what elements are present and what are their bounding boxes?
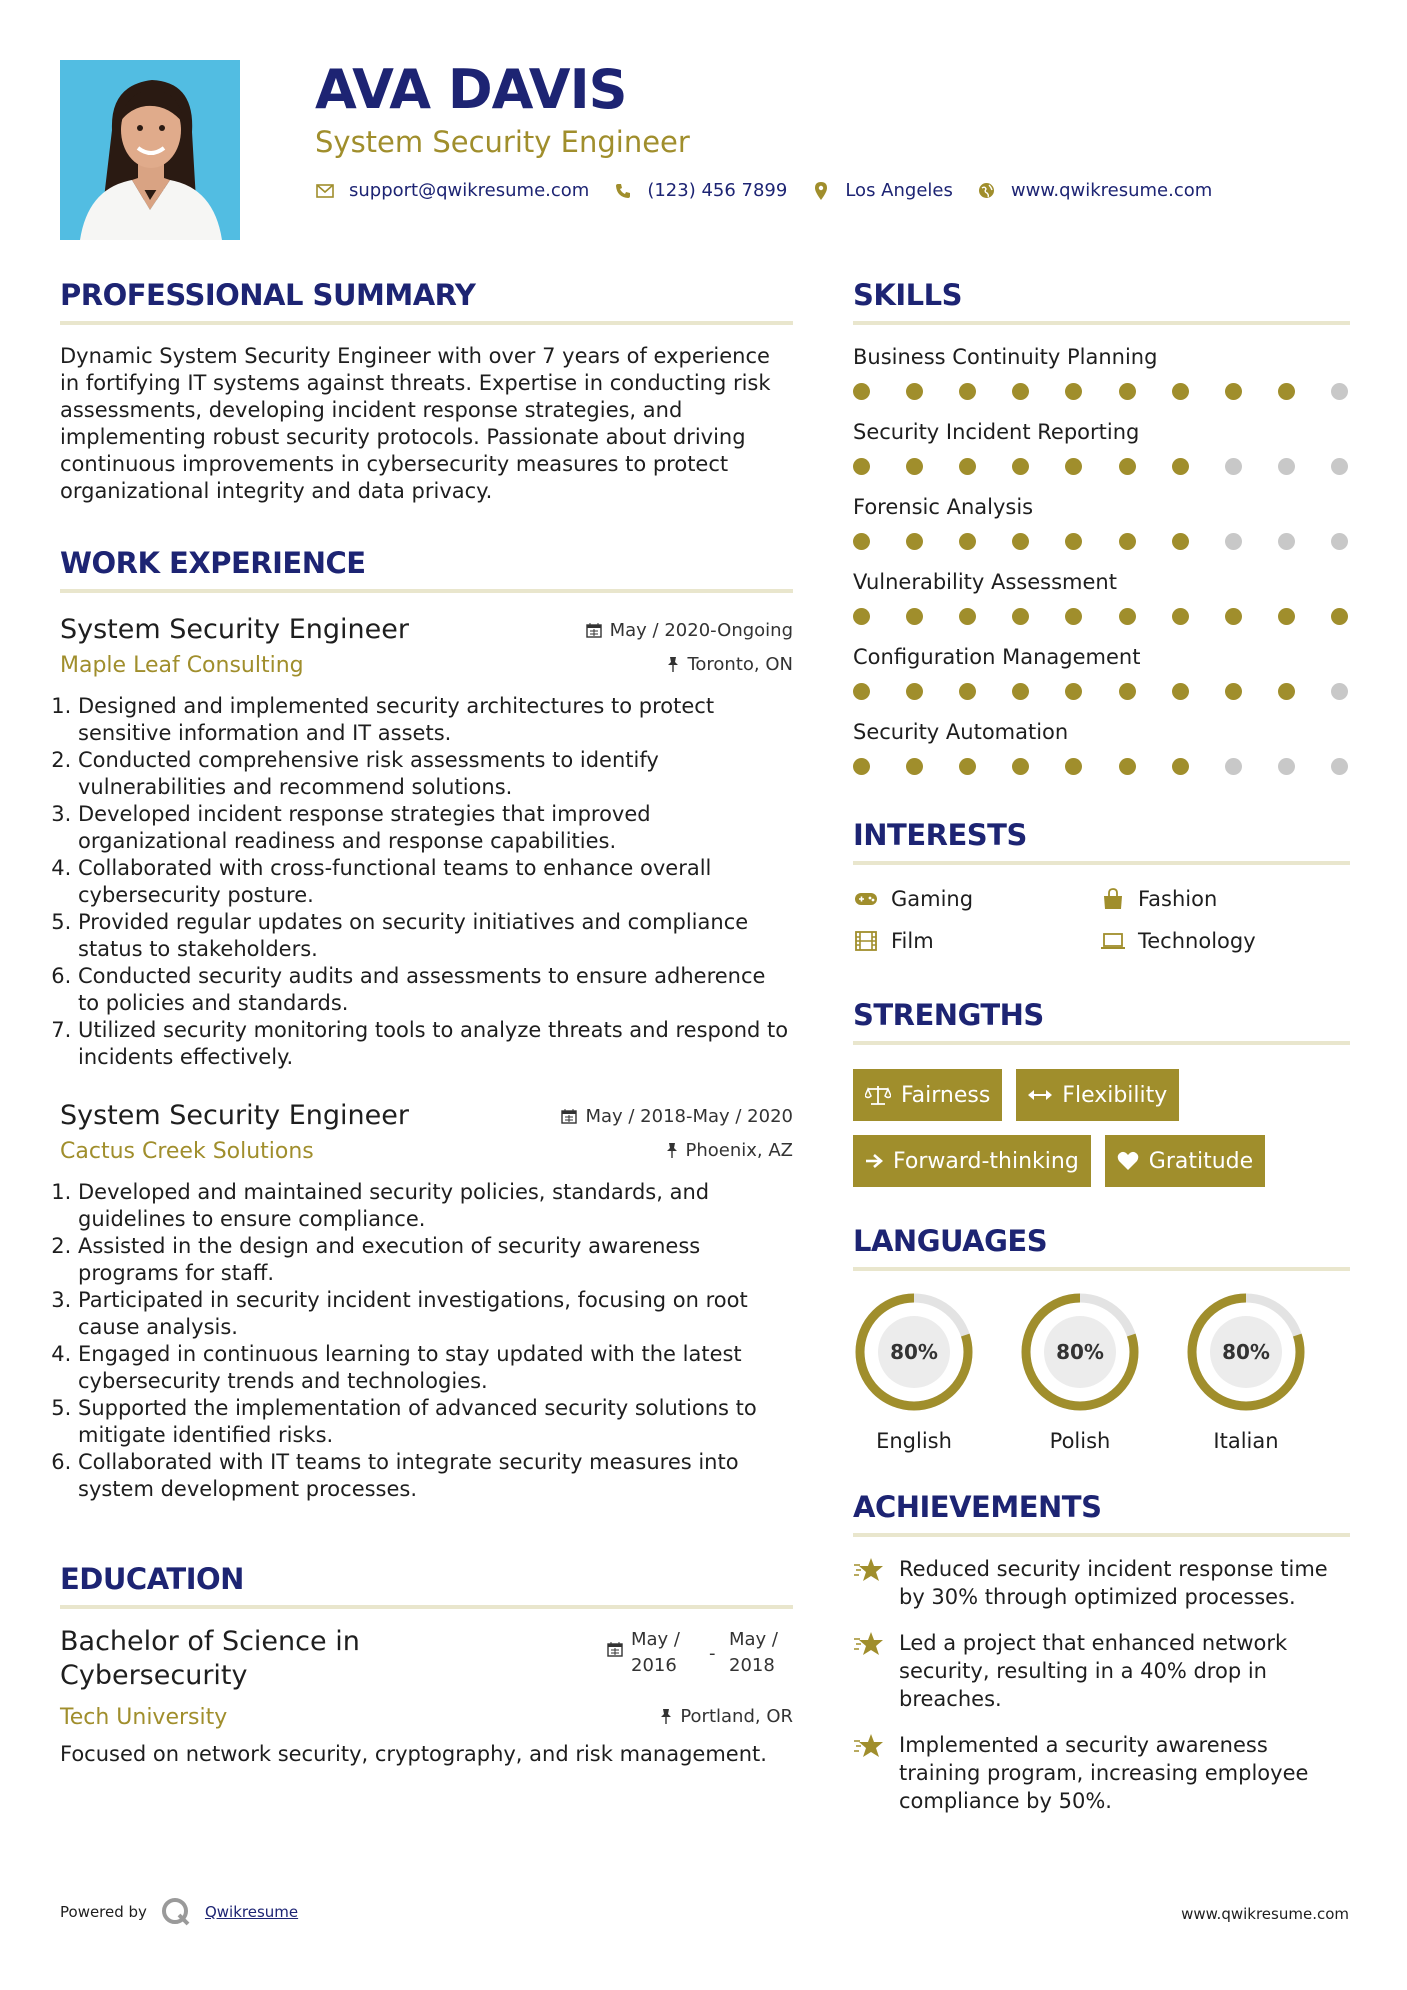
rating-dot-filled bbox=[906, 383, 923, 400]
job-location-text: Phoenix, AZ bbox=[685, 1139, 793, 1161]
phone-icon bbox=[613, 181, 633, 201]
section-divider bbox=[853, 861, 1350, 865]
rating-dot-filled bbox=[1278, 608, 1295, 625]
rating-dot-filled bbox=[1065, 383, 1082, 400]
strength-label: Forward-thinking bbox=[893, 1148, 1079, 1174]
job-company: Maple Leaf Consulting bbox=[60, 653, 304, 678]
skill-item bbox=[853, 418, 1350, 475]
rating-dot-filled bbox=[1225, 383, 1242, 400]
rating-dot-empty bbox=[1331, 383, 1348, 400]
skill-item bbox=[853, 493, 1350, 550]
achievement-item bbox=[853, 1731, 1350, 1815]
rating-dot-empty bbox=[1331, 533, 1348, 550]
job-responsibilities bbox=[60, 693, 793, 1071]
experience-heading: WORK EXPERIENCE bbox=[60, 546, 366, 580]
rating-dot-filled bbox=[1012, 608, 1029, 625]
gauge-percent-label: 80% bbox=[890, 1340, 938, 1364]
job-title: System Security Engineer bbox=[60, 1100, 409, 1131]
list-item: 1. Designed and implemented security architectures to protect sensitive information and IT assets. bbox=[78, 693, 793, 747]
rating-dot-filled bbox=[1119, 458, 1136, 475]
location-text: Los Angeles bbox=[845, 180, 953, 201]
rating-dot-filled bbox=[853, 533, 870, 550]
map-marker-icon bbox=[811, 181, 831, 201]
section-divider bbox=[853, 1533, 1350, 1537]
envelope-icon bbox=[315, 181, 335, 201]
skills-heading: SKILLS bbox=[853, 278, 962, 312]
shopping-bag-icon bbox=[1100, 888, 1126, 910]
skill-rating bbox=[853, 383, 1350, 400]
rating-dot-filled bbox=[906, 758, 923, 775]
school-location bbox=[660, 1706, 793, 1727]
achievement-text: Implemented a security awareness training program, increasing employee compliance by 50%. bbox=[899, 1733, 1309, 1813]
gauge-percent-label: 80% bbox=[1056, 1340, 1104, 1364]
interests-heading: INTERESTS bbox=[853, 818, 1027, 852]
skill-rating bbox=[853, 608, 1350, 625]
rating-dot-filled bbox=[1172, 533, 1189, 550]
section-divider bbox=[853, 1041, 1350, 1045]
powered-by-text: Powered by bbox=[60, 1903, 147, 1921]
skill-item bbox=[853, 643, 1350, 700]
list-item: 3. Participated in security incident investigations, focusing on root cause analysis. bbox=[78, 1287, 793, 1341]
list-item: 7. Utilized security monitoring tools to analyze threats and respond to incidents effectively. bbox=[78, 1017, 793, 1071]
rating-dot-filled bbox=[906, 533, 923, 550]
strengths-section bbox=[853, 995, 1350, 1187]
rating-dot-filled bbox=[1119, 683, 1136, 700]
gamepad-icon bbox=[853, 888, 879, 910]
strength-badge bbox=[853, 1135, 1091, 1187]
education-description: Focused on network security, cryptography, and risk management. bbox=[60, 1742, 767, 1766]
languages-section bbox=[853, 1221, 1350, 1453]
skill-name: Vulnerability Assessment bbox=[853, 570, 1117, 594]
section-divider bbox=[60, 321, 793, 325]
balance-scale-icon bbox=[865, 1085, 891, 1105]
skill-name: Security Incident Reporting bbox=[853, 420, 1140, 444]
school-location-text: Portland, OR bbox=[680, 1705, 793, 1727]
brand-link[interactable]: Qwikresume bbox=[204, 1903, 299, 1921]
rating-dot-filled bbox=[1012, 533, 1029, 550]
skill-name: Security Automation bbox=[853, 720, 1069, 744]
rating-dot-filled bbox=[959, 458, 976, 475]
job-location bbox=[666, 1140, 794, 1161]
rating-dot-filled bbox=[1065, 458, 1082, 475]
rating-dot-filled bbox=[1172, 383, 1189, 400]
list-item: 4. Engaged in continuous learning to stay updated with the latest cybersecurity trends and technologies. bbox=[78, 1341, 793, 1395]
degree-line-2: Cybersecurity bbox=[60, 1660, 248, 1691]
contact-phone[interactable] bbox=[613, 180, 787, 201]
rating-dot-filled bbox=[853, 608, 870, 625]
rating-dot-empty bbox=[1278, 533, 1295, 550]
rating-dot-filled bbox=[1172, 608, 1189, 625]
list-item: 1. Developed and maintained security policies, standards, and guidelines to ensure compliance. bbox=[78, 1179, 793, 1233]
strength-badge bbox=[853, 1069, 1002, 1121]
interests-section bbox=[853, 815, 1350, 953]
rating-dot-empty bbox=[1225, 458, 1242, 475]
section-divider bbox=[60, 1605, 793, 1609]
contact-location bbox=[811, 180, 953, 201]
rating-dot-empty bbox=[1331, 458, 1348, 475]
language-name: Polish bbox=[1049, 1429, 1111, 1453]
rating-dot-filled bbox=[1119, 608, 1136, 625]
phone-text: (123) 456 7899 bbox=[647, 180, 788, 201]
rating-dot-filled bbox=[1012, 683, 1029, 700]
education-start-month: May / bbox=[631, 1629, 680, 1650]
job-dates bbox=[561, 1106, 793, 1127]
rating-dot-filled bbox=[906, 683, 923, 700]
strength-badge bbox=[1016, 1069, 1179, 1121]
rating-dot-empty bbox=[1278, 758, 1295, 775]
summary-heading: PROFESSIONAL SUMMARY bbox=[60, 278, 476, 312]
rating-dot-filled bbox=[853, 758, 870, 775]
job-company: Cactus Creek Solutions bbox=[60, 1139, 314, 1164]
interest-item bbox=[1100, 929, 1350, 953]
summary-text: Dynamic System Security Engineer with over 7 years of experience in fortifying IT systems against threats. Expertise in conducting risk assessments, developing incident response strategies, and implementing robust security protocols. Passionate about driving continuous improvements in cybersecurity measures to protect organizational integrity and data privacy. bbox=[60, 344, 771, 503]
language-gauge bbox=[1019, 1291, 1141, 1413]
language-item bbox=[853, 1291, 975, 1453]
job-responsibilities bbox=[60, 1179, 793, 1503]
calendar-icon bbox=[561, 1108, 577, 1124]
rating-dot-empty bbox=[1331, 683, 1348, 700]
achievements-heading: ACHIEVEMENTS bbox=[853, 1490, 1102, 1524]
gauge-percent-label: 80% bbox=[1222, 1340, 1270, 1364]
school-name: Tech University bbox=[60, 1705, 228, 1730]
section-divider bbox=[60, 589, 793, 593]
film-icon bbox=[853, 930, 879, 952]
strength-label: Flexibility bbox=[1062, 1082, 1168, 1108]
strength-label: Fairness bbox=[901, 1082, 991, 1108]
rating-dot-filled bbox=[1172, 758, 1189, 775]
pin-icon bbox=[667, 656, 679, 672]
arrows-horizontal-icon bbox=[1028, 1089, 1052, 1101]
sidebar-column bbox=[853, 275, 1350, 1815]
degree-line-1: Bachelor of Science in bbox=[60, 1626, 360, 1657]
main-column bbox=[60, 275, 793, 1768]
experience-section bbox=[60, 543, 793, 1503]
summary-section bbox=[60, 275, 793, 505]
interest-label: Film bbox=[891, 929, 934, 953]
list-item: 2. Conducted comprehensive risk assessments to identify vulnerabilities and recommend solutions. bbox=[78, 747, 793, 801]
list-item: 5. Supported the implementation of advanced security solutions to mitigate identified risks. bbox=[78, 1395, 793, 1449]
skill-rating bbox=[853, 458, 1350, 475]
language-name: Italian bbox=[1213, 1429, 1279, 1453]
email-text: support@qwikresume.com bbox=[349, 180, 590, 201]
candidate-title: System Security Engineer bbox=[315, 125, 690, 159]
interest-label: Technology bbox=[1138, 929, 1256, 953]
rating-dot-filled bbox=[1225, 608, 1242, 625]
list-item: 4. Collaborated with cross-functional teams to enhance overall cybersecurity posture. bbox=[78, 855, 793, 909]
skills-section bbox=[853, 275, 1350, 775]
rating-dot-filled bbox=[1119, 383, 1136, 400]
rating-dot-filled bbox=[1012, 383, 1029, 400]
rating-dot-empty bbox=[1225, 758, 1242, 775]
languages-heading: LANGUAGES bbox=[853, 1224, 1048, 1258]
star-icon bbox=[853, 1631, 885, 1713]
rating-dot-filled bbox=[1065, 683, 1082, 700]
rating-dot-filled bbox=[1065, 608, 1082, 625]
job-location-text: Toronto, ON bbox=[687, 653, 793, 675]
rating-dot-filled bbox=[1065, 533, 1082, 550]
contact-bar bbox=[315, 180, 1365, 201]
skill-name: Business Continuity Planning bbox=[853, 345, 1158, 369]
interest-item bbox=[1100, 887, 1350, 911]
strengths-heading: STRENGTHS bbox=[853, 998, 1044, 1032]
skill-rating bbox=[853, 758, 1350, 775]
skill-item bbox=[853, 718, 1350, 775]
website-text: www.qwikresume.com bbox=[1010, 180, 1213, 201]
rating-dot-filled bbox=[853, 683, 870, 700]
star-icon bbox=[853, 1557, 885, 1611]
language-gauge bbox=[853, 1291, 975, 1413]
education-dates: May / 2016 - May / 2018 bbox=[607, 1625, 793, 1693]
rating-dot-filled bbox=[1119, 533, 1136, 550]
pin-icon bbox=[666, 1142, 678, 1158]
list-item: 5. Provided regular updates on security initiatives and compliance status to stakeholders. bbox=[78, 909, 793, 963]
job-date-text: May / 2018-May / 2020 bbox=[585, 1105, 793, 1127]
rating-dot-filled bbox=[959, 383, 976, 400]
achievements-section bbox=[853, 1487, 1350, 1815]
arrow-right-icon bbox=[865, 1153, 883, 1169]
list-item: 6. Conducted security audits and assessments to ensure adherence to policies and standards. bbox=[78, 963, 793, 1017]
laptop-icon bbox=[1100, 930, 1126, 952]
skill-name: Configuration Management bbox=[853, 645, 1141, 669]
education-end-month: May / bbox=[729, 1629, 778, 1650]
section-divider bbox=[853, 1267, 1350, 1271]
skill-name: Forensic Analysis bbox=[853, 495, 1034, 519]
star-icon bbox=[853, 1733, 885, 1815]
job-entry bbox=[60, 613, 793, 1071]
achievement-item bbox=[853, 1629, 1350, 1713]
job-dates bbox=[586, 620, 793, 641]
rating-dot-filled bbox=[1172, 458, 1189, 475]
rating-dot-filled bbox=[853, 383, 870, 400]
job-entry bbox=[60, 1099, 793, 1503]
calendar-icon bbox=[586, 622, 602, 638]
interest-item bbox=[853, 929, 1100, 953]
education-heading: EDUCATION bbox=[60, 1562, 244, 1596]
qwikresume-logo-icon bbox=[161, 1897, 191, 1927]
interest-item bbox=[853, 887, 1100, 911]
achievement-text: Led a project that enhanced network security, resulting in a 40% drop in breaches. bbox=[899, 1631, 1288, 1711]
job-title: System Security Engineer bbox=[60, 614, 409, 645]
list-item: 3. Developed incident response strategies that improved organizational readiness and response capabilities. bbox=[78, 801, 793, 855]
pin-icon bbox=[660, 1708, 672, 1724]
skills-list bbox=[853, 343, 1350, 775]
list-item: 2. Assisted in the design and execution of security awareness programs for staff. bbox=[78, 1233, 793, 1287]
rating-dot-filled bbox=[1119, 758, 1136, 775]
rating-dot-filled bbox=[906, 458, 923, 475]
skill-item bbox=[853, 343, 1350, 400]
profile-photo bbox=[60, 60, 240, 240]
contact-email[interactable] bbox=[315, 180, 589, 201]
language-item bbox=[1185, 1291, 1307, 1453]
footer-website[interactable]: www.qwikresume.com bbox=[1181, 1905, 1349, 1923]
rating-dot-empty bbox=[1225, 533, 1242, 550]
language-name: English bbox=[876, 1429, 952, 1453]
rating-dot-empty bbox=[1278, 458, 1295, 475]
rating-dot-filled bbox=[959, 683, 976, 700]
rating-dot-filled bbox=[959, 608, 976, 625]
heart-icon bbox=[1117, 1151, 1139, 1171]
skill-rating bbox=[853, 533, 1350, 550]
language-gauge bbox=[1185, 1291, 1307, 1413]
section-divider bbox=[853, 321, 1350, 325]
rating-dot-filled bbox=[1225, 683, 1242, 700]
globe-icon bbox=[977, 181, 997, 201]
resume-header bbox=[315, 58, 1365, 201]
rating-dot-filled bbox=[1331, 608, 1348, 625]
rating-dot-filled bbox=[959, 533, 976, 550]
rating-dot-filled bbox=[1278, 683, 1295, 700]
interest-label: Gaming bbox=[891, 887, 974, 911]
rating-dot-filled bbox=[1065, 758, 1082, 775]
contact-website[interactable] bbox=[977, 180, 1212, 201]
interest-label: Fashion bbox=[1138, 887, 1218, 911]
list-item: 6. Collaborated with IT teams to integrate security measures into system development processes. bbox=[78, 1449, 793, 1503]
education-start-year: 2016 bbox=[631, 1655, 677, 1676]
education-section bbox=[60, 1559, 793, 1768]
rating-dot-filled bbox=[959, 758, 976, 775]
achievement-item bbox=[853, 1555, 1350, 1611]
education-end-year: 2018 bbox=[729, 1655, 775, 1676]
rating-dot-filled bbox=[1278, 383, 1295, 400]
calendar-icon bbox=[607, 1641, 623, 1657]
rating-dot-filled bbox=[1172, 683, 1189, 700]
candidate-name: AVA DAVIS bbox=[315, 58, 627, 121]
rating-dot-empty bbox=[1331, 758, 1348, 775]
job-date-text: May / 2020-Ongoing bbox=[609, 619, 793, 641]
rating-dot-filled bbox=[1012, 458, 1029, 475]
skill-item bbox=[853, 568, 1350, 625]
strength-badge bbox=[1105, 1135, 1265, 1187]
job-location bbox=[667, 654, 793, 675]
footer-brand bbox=[60, 1897, 298, 1927]
achievement-text: Reduced security incident response time by 30% through optimized processes. bbox=[899, 1557, 1328, 1609]
skill-rating bbox=[853, 683, 1350, 700]
rating-dot-filled bbox=[1012, 758, 1029, 775]
strength-label: Gratitude bbox=[1148, 1148, 1254, 1174]
rating-dot-filled bbox=[906, 608, 923, 625]
rating-dot-filled bbox=[853, 458, 870, 475]
language-item bbox=[1019, 1291, 1141, 1453]
